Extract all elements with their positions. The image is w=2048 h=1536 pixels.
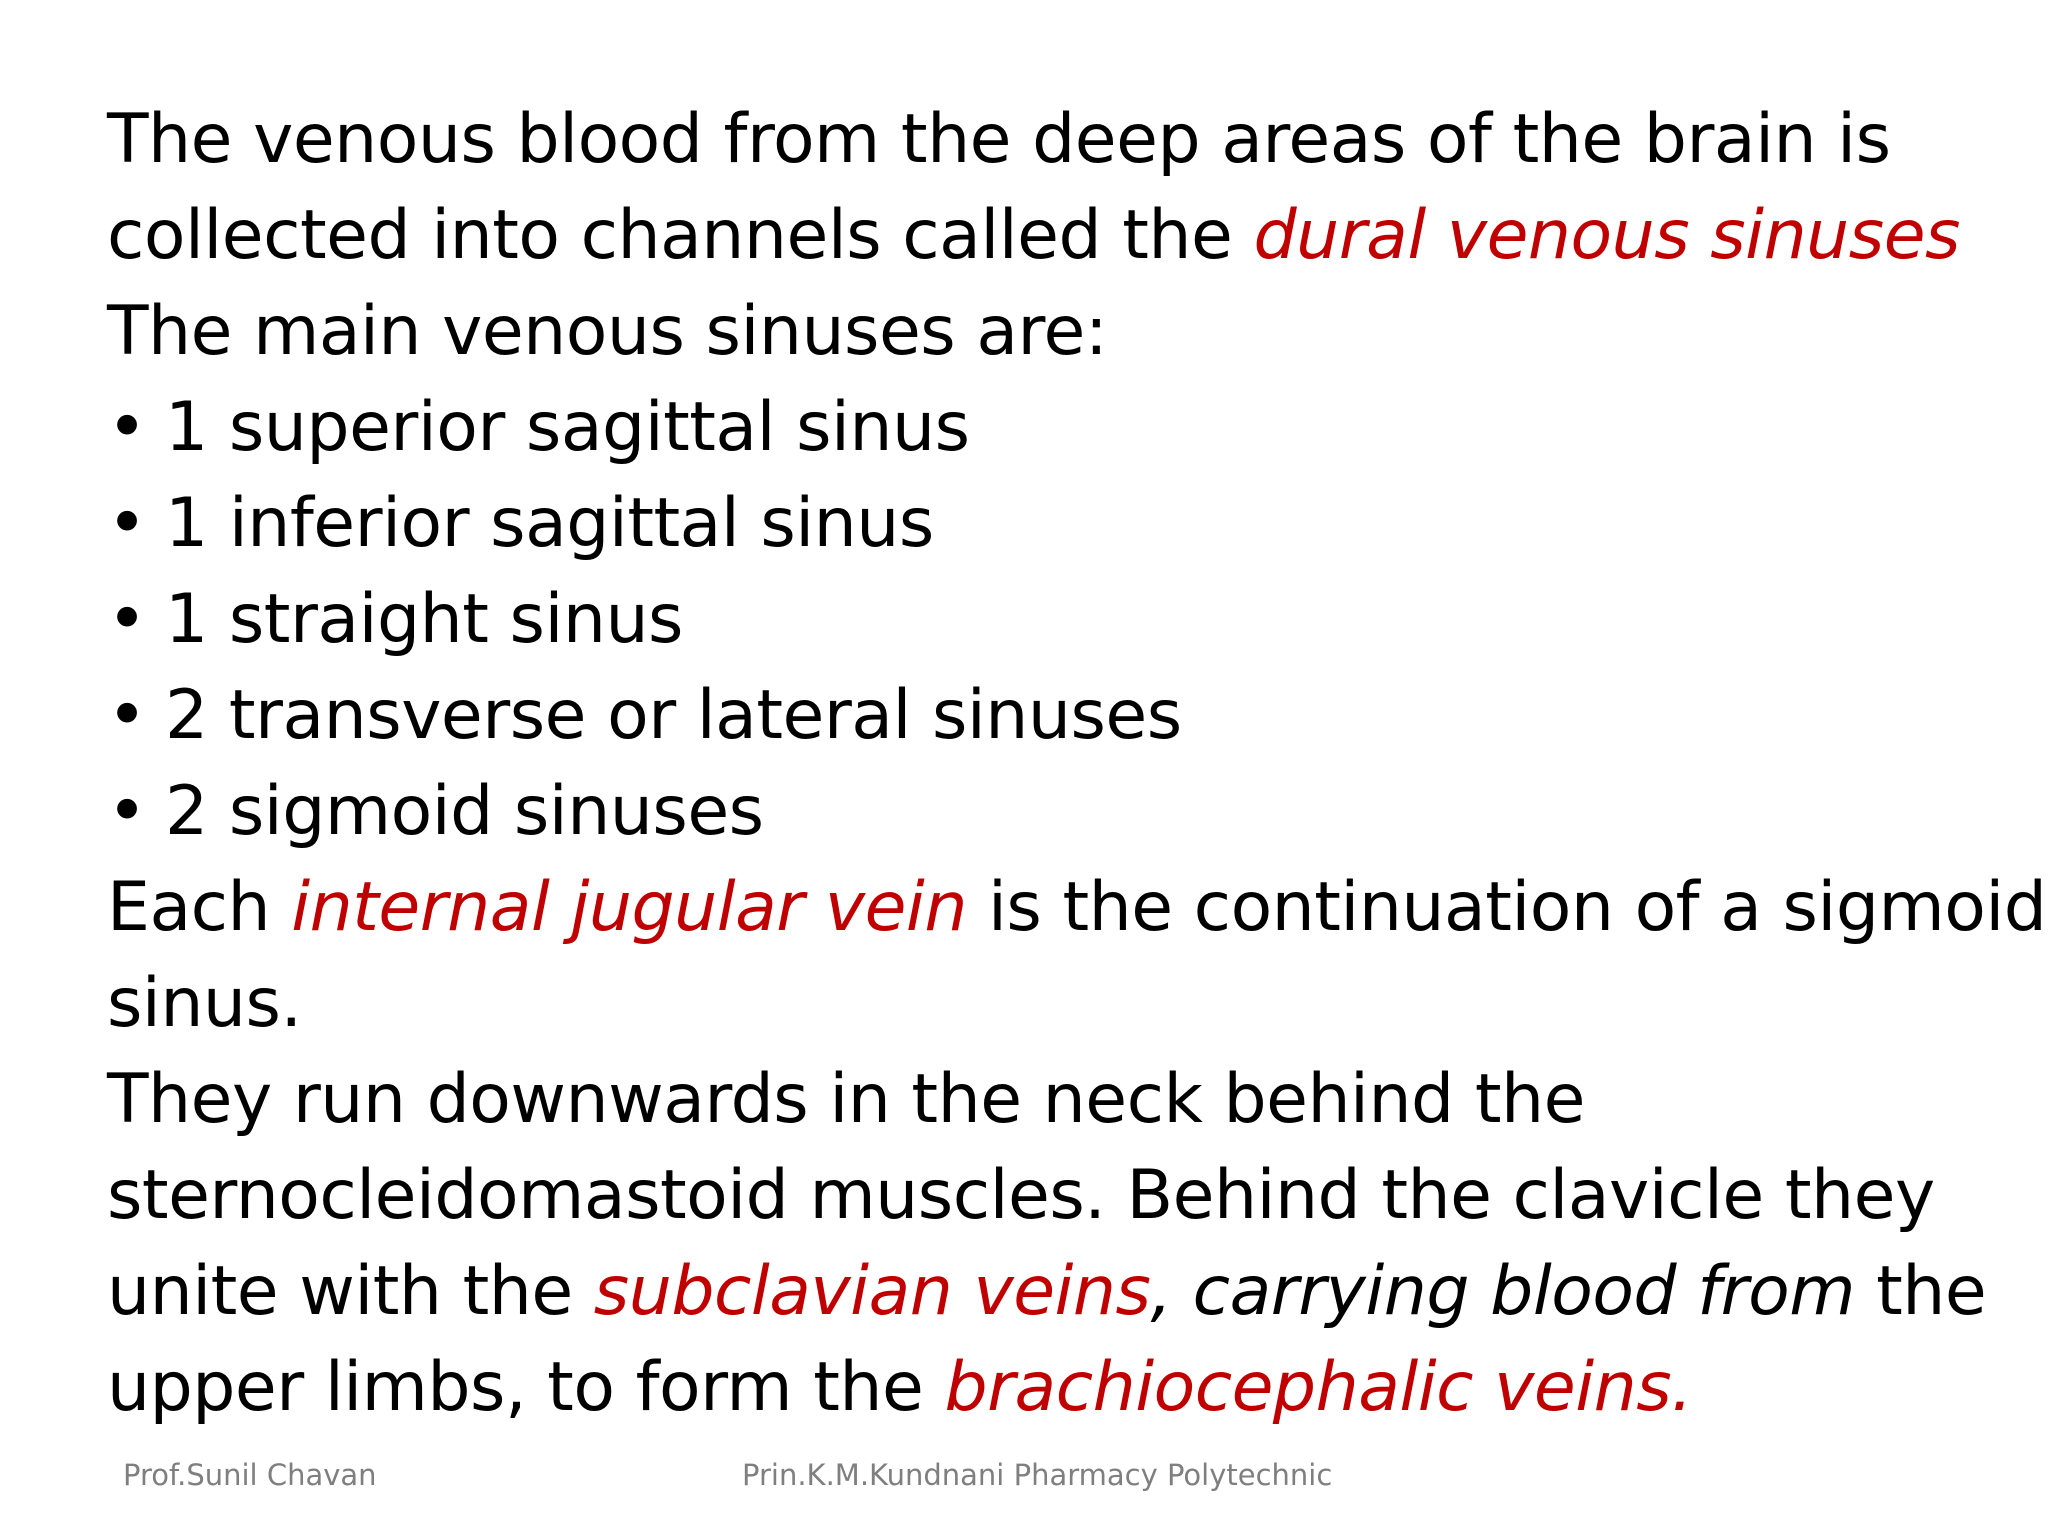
para3-line2-text: sternocleidomastoid muscles. Behind the clavicle they xyxy=(107,1156,1935,1235)
para3-line4-pre: upper limbs, to form the xyxy=(107,1348,945,1427)
para3-line4-end: . xyxy=(1671,1348,1693,1427)
list-item xyxy=(107,476,2007,572)
para2-line2 xyxy=(107,956,2007,1052)
bullet-icon: • xyxy=(107,676,147,755)
list-item xyxy=(107,668,2007,764)
para2-line2-text: sinus. xyxy=(107,964,302,1043)
term-dural-venous-sinuses: dural venous sinuses xyxy=(1253,196,1960,275)
sinus-list-intro-text: The main venous sinuses are: xyxy=(107,292,1108,371)
para1-line2 xyxy=(107,188,2007,284)
para3-line3-post: the xyxy=(1854,1252,1987,1331)
list-item-text: 2 transverse or lateral sinuses xyxy=(165,676,1182,755)
sinus-list-intro xyxy=(107,284,2007,380)
list-item xyxy=(107,764,2007,860)
para3-line2 xyxy=(107,1148,2007,1244)
para3-line1 xyxy=(107,1052,2007,1148)
list-item-text: 2 sigmoid sinuses xyxy=(165,772,764,851)
list-item xyxy=(107,572,2007,668)
footer-institution: Prin.K.M.Kundnani Pharmacy Polytechnic xyxy=(742,1458,1333,1492)
para3-line3 xyxy=(107,1244,2007,1340)
para3-line3-pre: unite with the xyxy=(107,1252,594,1331)
term-subclavian-veins: subclavian veins xyxy=(593,1252,1151,1331)
bullet-icon: • xyxy=(107,772,147,851)
bullet-icon: • xyxy=(107,388,147,467)
para3-line4 xyxy=(107,1340,2007,1436)
para2-post: is the continuation of a sigmoid xyxy=(966,868,2047,947)
bullet-icon: • xyxy=(107,580,147,659)
para3-line3-italic: , carrying blood from xyxy=(1150,1252,1855,1331)
slide-body xyxy=(107,92,2047,1436)
list-item xyxy=(107,380,2007,476)
para3-line1-text: They run downwards in the neck behind the xyxy=(107,1060,1585,1139)
list-item-text: 1 inferior sagittal sinus xyxy=(165,484,934,563)
bullet-icon: • xyxy=(107,484,147,563)
para2-pre: Each xyxy=(107,868,292,947)
list-item-text: 1 superior sagittal sinus xyxy=(165,388,970,467)
para2-line1 xyxy=(107,860,2047,956)
para1-line2-text: collected into channels called the xyxy=(107,196,1254,275)
list-item-text: 1 straight sinus xyxy=(165,580,683,659)
para1-line1-text: The venous blood from the deep areas of the brain is xyxy=(107,100,1891,179)
term-brachiocephalic-veins: brachiocephalic veins xyxy=(944,1348,1672,1427)
term-internal-jugular-vein: internal jugular vein xyxy=(291,868,967,947)
footer-author: Prof.Sunil Chavan xyxy=(123,1458,377,1492)
para1-line1 xyxy=(107,92,2007,188)
